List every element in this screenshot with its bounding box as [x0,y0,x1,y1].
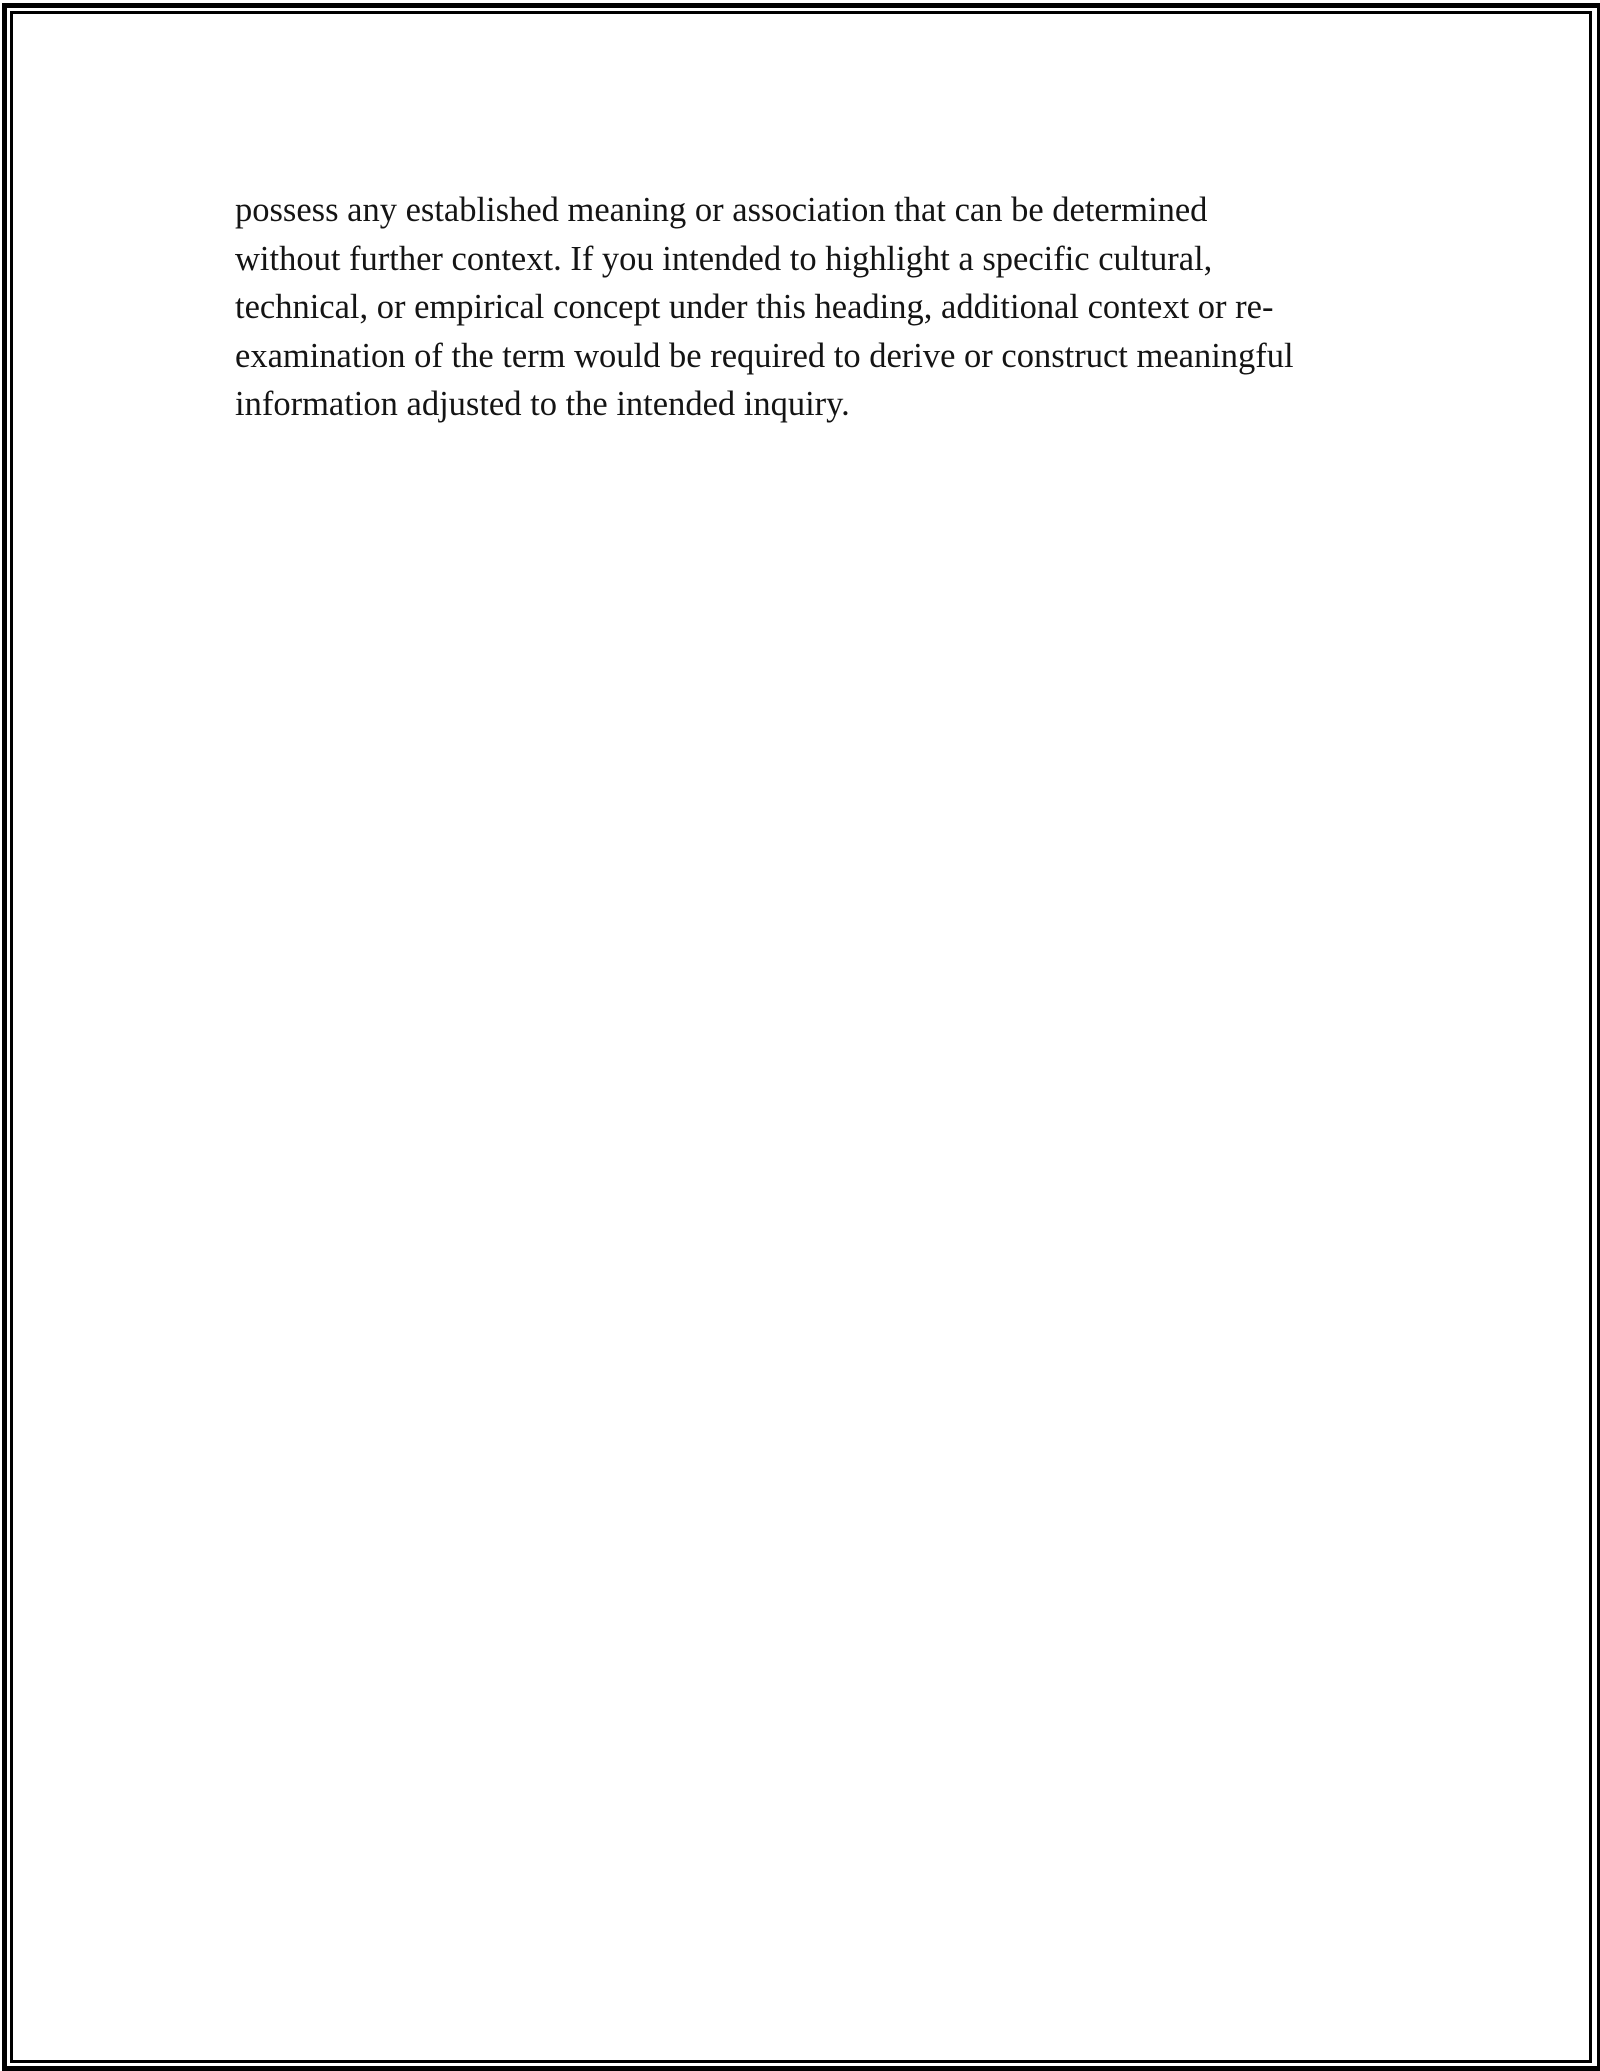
paragraph-line: information adjusted to the intended inquiry. [235,385,850,423]
paragraph-line: technical, or empirical concept under this heading, additional context or re- [235,288,1274,326]
paragraph-line: possess any established meaning or association that can be determined [235,191,1208,229]
body-paragraph [235,186,1395,429]
paragraph-line: examination of the term would be required to derive or construct meaningful [235,336,1294,375]
paragraph-line: without further context. If you intended to highlight a specific cultural, [235,239,1213,278]
